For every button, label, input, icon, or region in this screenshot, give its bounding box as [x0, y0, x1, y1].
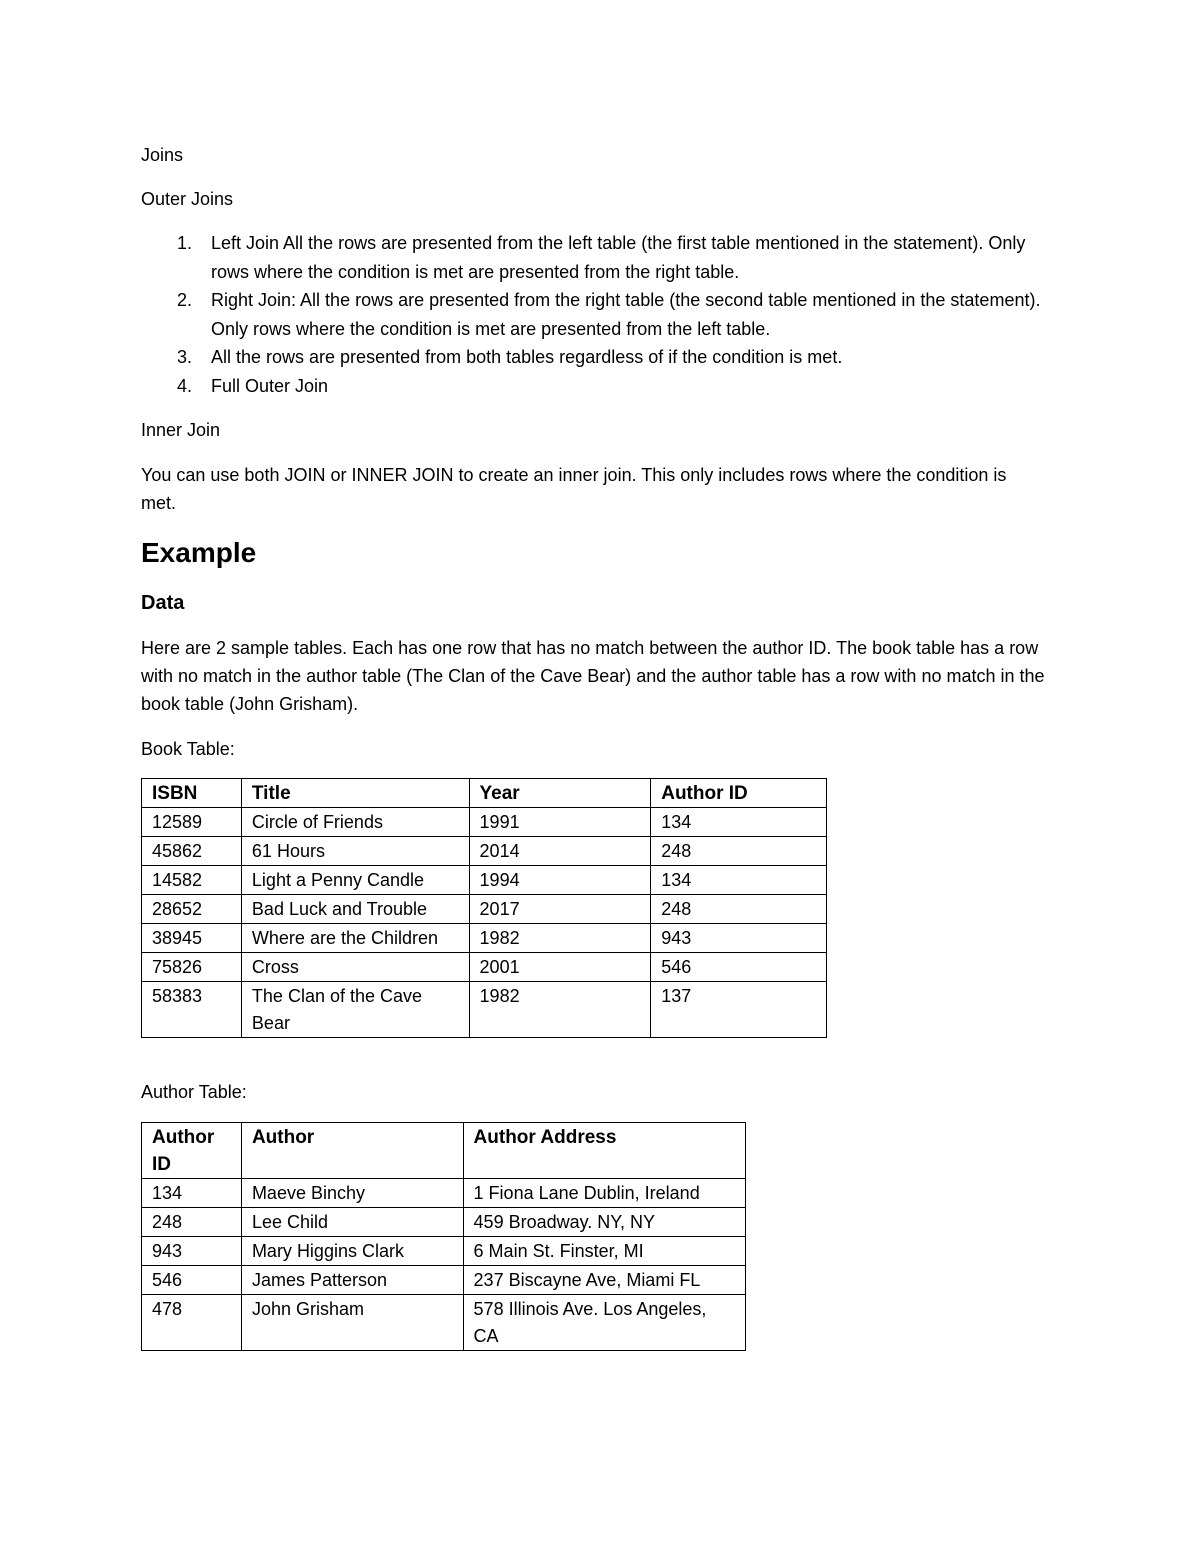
column-header-isbn: ISBN — [142, 779, 242, 808]
table-cell: Mary Higgins Clark — [241, 1237, 463, 1266]
table-cell: 6 Main St. Finster, MI — [463, 1237, 745, 1266]
table-cell: Lee Child — [241, 1208, 463, 1237]
table-cell: 58383 — [142, 982, 242, 1038]
inner-join-text: You can use both JOIN or INNER JOIN to create an inner join. This only includes rows where the condition is met. — [141, 465, 1007, 513]
table-cell: 943 — [142, 1237, 242, 1266]
table-cell: 546 — [651, 953, 827, 982]
table-row — [142, 1179, 746, 1208]
table-cell: 237 Biscayne Ave, Miami FL — [463, 1266, 745, 1295]
book-table — [141, 778, 827, 1038]
example-intro: Here are 2 sample tables. Each has one row that has no match between the author ID. The book table has a row with no match in the author table (The Clan of the Cave Bear) and the author table has a row with no match in the book table (John Grisham). — [141, 638, 1045, 714]
table-cell: Where are the Children — [241, 924, 469, 953]
list-item — [141, 343, 1041, 372]
column-header-author: Author — [241, 1123, 463, 1179]
list-item-text: All the rows are presented from both tables regardless of if the condition is met. — [211, 347, 843, 367]
table-row — [142, 924, 827, 953]
table-cell: 137 — [651, 982, 827, 1038]
table-cell: 134 — [651, 808, 827, 837]
table-cell: Maeve Binchy — [241, 1179, 463, 1208]
author-table — [141, 1122, 746, 1351]
list-item-text: Full Outer Join — [211, 375, 329, 396]
table-cell: 248 — [651, 895, 827, 924]
list-item-number: 4. — [177, 375, 193, 396]
table-cell: 2017 — [469, 895, 651, 924]
table-cell: 2014 — [469, 837, 651, 866]
table-cell: 75826 — [142, 953, 242, 982]
list-item-number: 3. — [177, 347, 193, 367]
list-item — [141, 372, 1041, 401]
example-heading: Example — [141, 537, 257, 568]
column-header-year: Year — [469, 779, 651, 808]
table-row — [142, 1295, 746, 1351]
table-row — [142, 1237, 746, 1266]
table-cell: 459 Broadway. NY, NY — [463, 1208, 745, 1237]
outer-joins-heading: Outer Joins — [141, 189, 234, 209]
list-item-text: Left Join All the rows are presented from the left table (the first table mentioned in the statement). Only rows where the condition is met are presented from the right table. — [211, 233, 1026, 282]
column-header-author-id: Author ID — [651, 779, 827, 808]
table-cell: James Patterson — [241, 1266, 463, 1295]
column-header-title: Title — [241, 779, 469, 808]
column-header-author-address: Author Address — [463, 1123, 745, 1179]
author-table-label: Author Table: — [141, 1082, 247, 1102]
list-item-number: 2. — [177, 290, 193, 310]
table-cell: 1994 — [469, 866, 651, 895]
table-cell: 134 — [142, 1179, 242, 1208]
table-cell: 578 Illinois Ave. Los Angeles, CA — [463, 1295, 745, 1351]
inner-join-heading: Inner Join — [141, 420, 221, 440]
table-cell: The Clan of the Cave Bear — [241, 982, 469, 1038]
table-cell: 12589 — [142, 808, 242, 837]
table-cell: 546 — [142, 1266, 242, 1295]
table-cell: 943 — [651, 924, 827, 953]
table-cell: John Grisham — [241, 1295, 463, 1351]
table-cell: 1982 — [469, 982, 651, 1038]
table-cell: 1 Fiona Lane Dublin, Ireland — [463, 1179, 745, 1208]
table-header-row — [142, 1123, 746, 1179]
table-cell: 2001 — [469, 953, 651, 982]
table-cell: 248 — [651, 837, 827, 866]
column-header-author-id: Author ID — [142, 1123, 242, 1179]
table-cell: Light a Penny Candle — [241, 866, 469, 895]
table-row — [142, 1208, 746, 1237]
list-item — [141, 229, 1041, 286]
table-row — [142, 866, 827, 895]
table-cell: 45862 — [142, 837, 242, 866]
table-cell: 14582 — [142, 866, 242, 895]
list-item-text: Right Join: All the rows are presented from the right table (the second table mentioned in the statement). Only rows where the condition is met are presented from the left table. — [211, 290, 1041, 339]
table-cell: 38945 — [142, 924, 242, 953]
book-table-label: Book Table: — [141, 739, 235, 759]
table-row — [142, 895, 827, 924]
table-header-row — [142, 779, 827, 808]
table-cell: 478 — [142, 1295, 242, 1351]
table-row — [142, 808, 827, 837]
table-cell: 1991 — [469, 808, 651, 837]
list-item — [141, 286, 1041, 343]
table-row — [142, 953, 827, 982]
table-row — [142, 837, 827, 866]
list-item-number: 1. — [177, 233, 193, 253]
table-cell: Bad Luck and Trouble — [241, 895, 469, 924]
outer-joins-list — [141, 229, 1041, 400]
table-cell: 134 — [651, 866, 827, 895]
table-cell: 1982 — [469, 924, 651, 953]
table-cell: Circle of Friends — [241, 808, 469, 837]
document-title: Joins — [141, 145, 184, 165]
table-cell: 61 Hours — [241, 837, 469, 866]
table-cell: Cross — [241, 953, 469, 982]
table-row — [142, 982, 827, 1038]
table-row — [142, 1266, 746, 1295]
table-cell: 28652 — [142, 895, 242, 924]
table-cell: 248 — [142, 1208, 242, 1237]
data-heading: Data — [141, 592, 185, 614]
